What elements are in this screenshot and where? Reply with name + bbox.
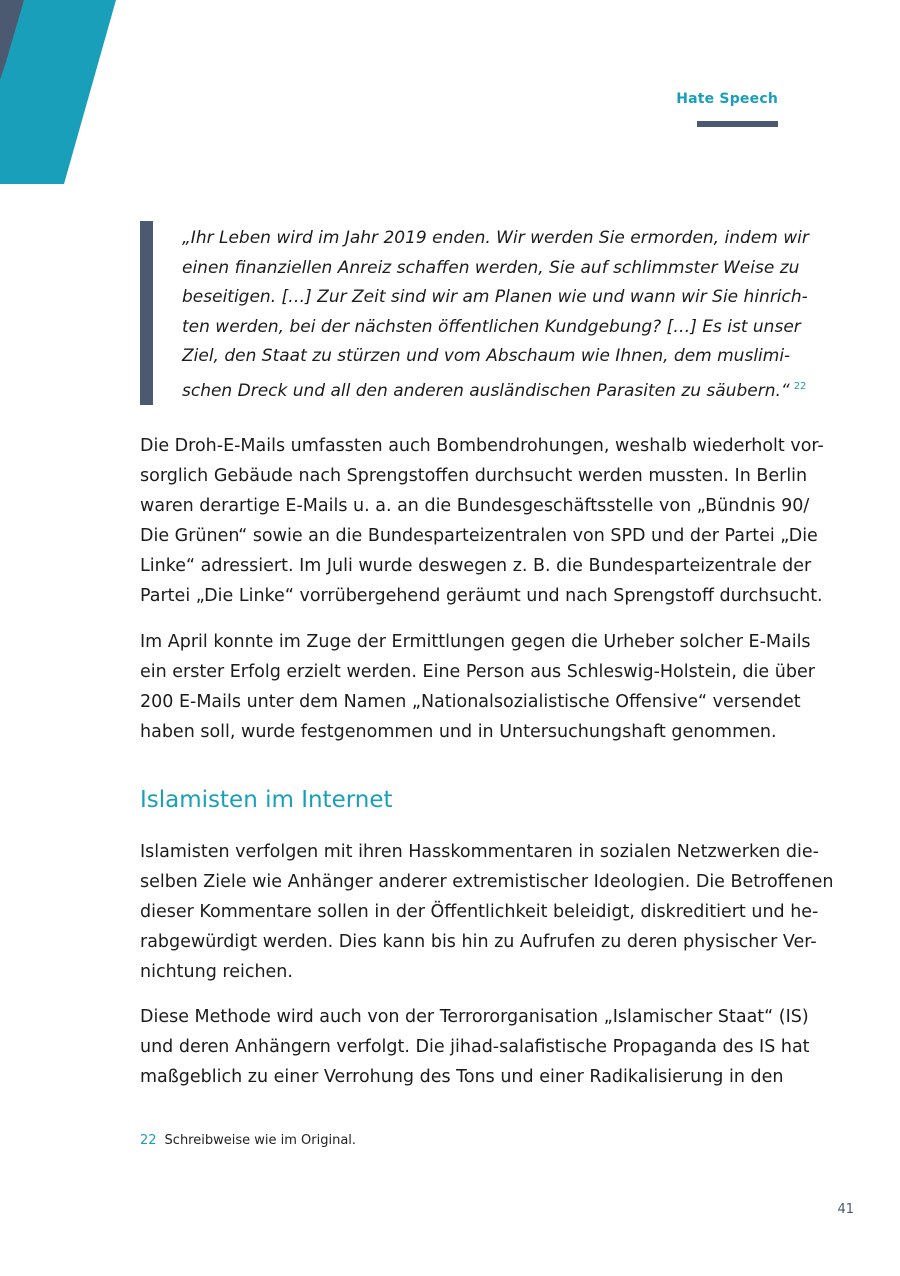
paragraph — [140, 1002, 810, 1092]
footnote-number: 22 — [140, 1133, 157, 1148]
paragraph-line: Partei „Die Linke“ vorrübergehend geräumt und nach Sprengstoff durchsucht. — [140, 586, 823, 606]
paragraph-line: haben soll, wurde festgenommen und in Untersuchungshaft genommen. — [140, 722, 777, 742]
paragraph-line: Die Grünen“ sowie an die Bundesparteizentralen von SPD und der Partei „Die — [140, 526, 818, 546]
paragraph-line: ein erster Erfolg erzielt werden. Eine Person aus Schleswig-Holstein, die über — [140, 662, 815, 682]
quote-line: Ziel, den Staat zu stürzen und vom Abschaum wie Ihnen, dem muslimi- — [182, 346, 791, 367]
paragraph-line: rabgewürdigt werden. Dies kann bis hin zu Aufrufen zu deren physischer Ver- — [140, 932, 817, 952]
paragraph-line: Die Droh-E-Mails umfassten auch Bombendrohungen, weshalb wiederholt vor- — [140, 436, 824, 456]
paragraph-line: und deren Anhängern verfolgt. Die jihad-salafistische Propaganda des IS hat — [140, 1037, 810, 1057]
paragraph-line: Islamisten verfolgen mit ihren Hasskommentaren in sozialen Netzwerken die- — [140, 842, 819, 862]
paragraph-line: nichtung reichen. — [140, 962, 293, 982]
paragraph-line: Diese Methode wird auch von der Terrororganisation „Islamischer Staat“ (IS) — [140, 1007, 809, 1027]
paragraph-line: Im April konnte im Zuge der Ermittlungen gegen die Urheber solcher E-Mails — [140, 632, 811, 652]
paragraph-line: dieser Kommentare sollen in der Öffentlichkeit beleidigt, diskreditiert und he- — [140, 902, 819, 922]
quote-last-line — [182, 372, 807, 407]
section-header-title: Hate Speech — [676, 91, 778, 107]
section-heading: Islamisten im Internet — [140, 787, 393, 813]
paragraph — [140, 431, 824, 611]
quote-bar — [140, 221, 153, 405]
quote-line: ten werden, bei der nächsten öffentlichen Kundgebung? […] Es ist unser — [182, 316, 801, 337]
paragraph-line: Linke“ adressiert. Im Juli wurde deswegen z. B. die Bundesparteizentrale der — [140, 556, 812, 576]
paragraph-line: selben Ziele wie Anhänger anderer extremistischer Ideologien. Die Betroffenen — [140, 872, 834, 892]
quote-line: schen Dreck und all den anderen ausländischen Parasiten zu säubern.“ — [182, 380, 790, 401]
quote-line: beseitigen. […] Zur Zeit sind wir am Planen wie und wann wir Sie hinrich- — [182, 287, 808, 308]
footnote-reference: 22 — [793, 380, 807, 392]
page-number: 41 — [837, 1202, 854, 1217]
paragraph — [140, 837, 834, 987]
corner-decoration — [0, 0, 120, 190]
paragraph-line: sorglich Gebäude nach Sprengstoffen durchsucht werden mussten. In Berlin — [140, 466, 808, 486]
blockquote — [182, 224, 809, 407]
paragraph — [140, 627, 815, 747]
paragraph-line: maßgeblich zu einer Verrohung des Tons und einer Radikalisierung in den — [140, 1067, 784, 1087]
quote-line: „Ihr Leben wird im Jahr 2019 enden. Wir werden Sie ermorden, indem wir — [182, 228, 809, 248]
quote-line: einen finanziellen Anreiz schaffen werden, Sie auf schlimmster Weise zu — [182, 257, 800, 278]
footnote — [140, 1133, 356, 1148]
paragraph-line: waren derartige E-Mails u. a. an die Bundesgeschäftsstelle von „Bündnis 90/ — [140, 496, 810, 516]
paragraph-line: 200 E-Mails unter dem Namen „Nationalsozialistische Offensive“ versendet — [140, 692, 801, 712]
header-rule — [697, 121, 778, 127]
footnote-text: Schreibweise wie im Original. — [164, 1133, 357, 1148]
